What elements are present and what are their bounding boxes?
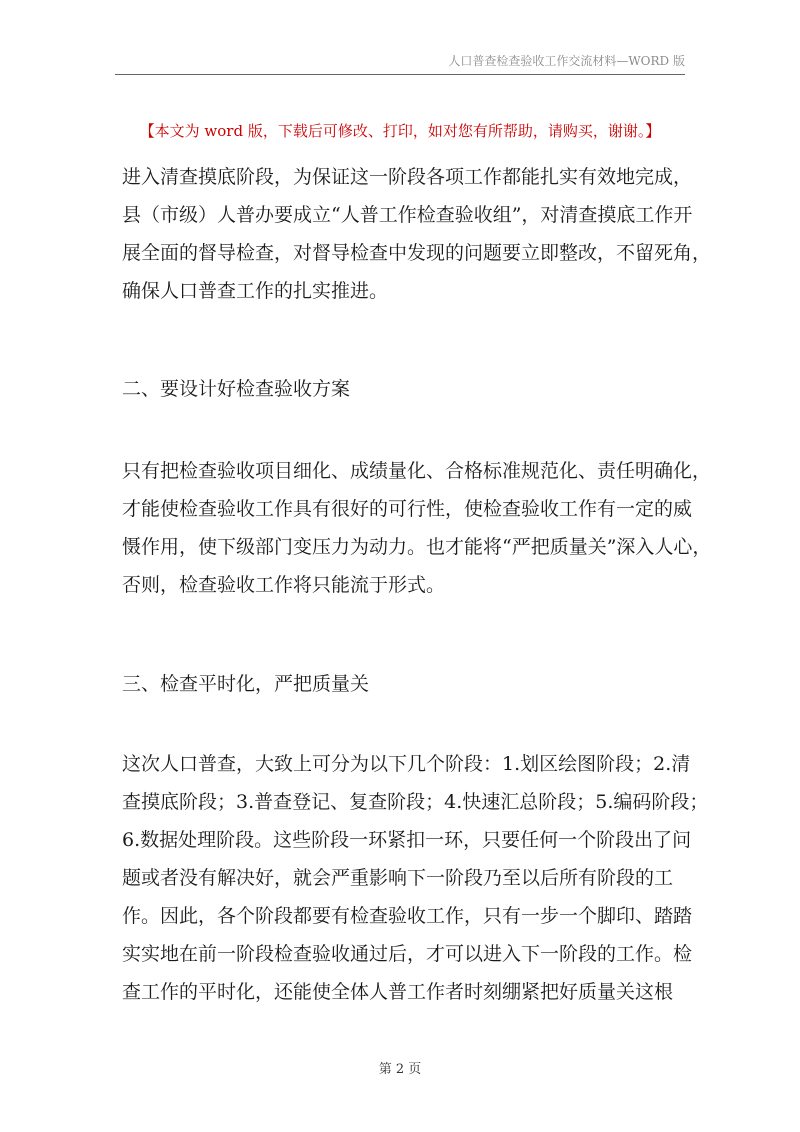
section-heading-2: 二、要设计好检查验收方案 [122, 378, 351, 400]
paragraph-line: 查摸底阶段；3.普查登记、复查阶段；4.快速汇总阶段；5.编码阶段； [122, 791, 709, 813]
page-number: 第 2 页 [378, 1062, 422, 1077]
paragraph-section-2 [122, 452, 712, 604]
paragraph-line: 慑作用，使下级部门变压力为动力。也才能将“严把质量关”深入人心， [122, 536, 712, 558]
section-heading-3: 三、检查平时化，严把质量关 [122, 673, 370, 695]
paragraph-intro [122, 158, 712, 310]
paragraph-line: 展全面的督导检查，对督导检查中发现的问题要立即整改，不留死角， [122, 242, 712, 264]
paragraph-line: 县（市级）人普办要成立“人普工作检查验收组”，对清查摸底工作开 [122, 204, 693, 226]
header-divider [115, 74, 685, 75]
paragraph-line: 这次人口普查，大致上可分为以下几个阶段：1.划区绘图阶段；2.清 [122, 753, 691, 775]
paragraph-line: 才能使检查验收工作具有很好的可行性，使检查验收工作有一定的威 [122, 498, 693, 520]
paragraph-section-3 [122, 745, 709, 1011]
paragraph-line: 确保人口普查工作的扎实推进。 [122, 280, 389, 302]
paragraph-line: 只有把检查验收项目细化、成绩量化、合格标准规范化、责任明确化， [122, 460, 712, 482]
download-notice: 【本文为 word 版，下载后可修改、打印，如对您有所帮助，请购买，谢谢。】 [139, 122, 661, 140]
paragraph-line: 实实地在前一阶段检查验收通过后，才可以进入下一阶段的工作。检 [122, 943, 693, 965]
paragraph-line: 进入清查摸底阶段，为保证这一阶段各项工作都能扎实有效地完成， [122, 166, 693, 188]
paragraph-line: 查工作的平时化，还能使全体人普工作者时刻绷紧把好质量关这根 [122, 981, 674, 1003]
document-header-title: 人口普查检查验收工作交流材料—WORD 版 [448, 54, 685, 68]
paragraph-line: 否则，检查验收工作将只能流于形式。 [122, 574, 446, 596]
paragraph-line: 6.数据处理阶段。这些阶段一环紧扣一环，只要任何一个阶段出了问 [122, 829, 692, 851]
paragraph-line: 作。因此，各个阶段都要有检查验收工作，只有一步一个脚印、踏踏 [122, 905, 693, 927]
paragraph-line: 题或者没有解决好，就会严重影响下一阶段乃至以后所有阶段的工 [122, 867, 674, 889]
